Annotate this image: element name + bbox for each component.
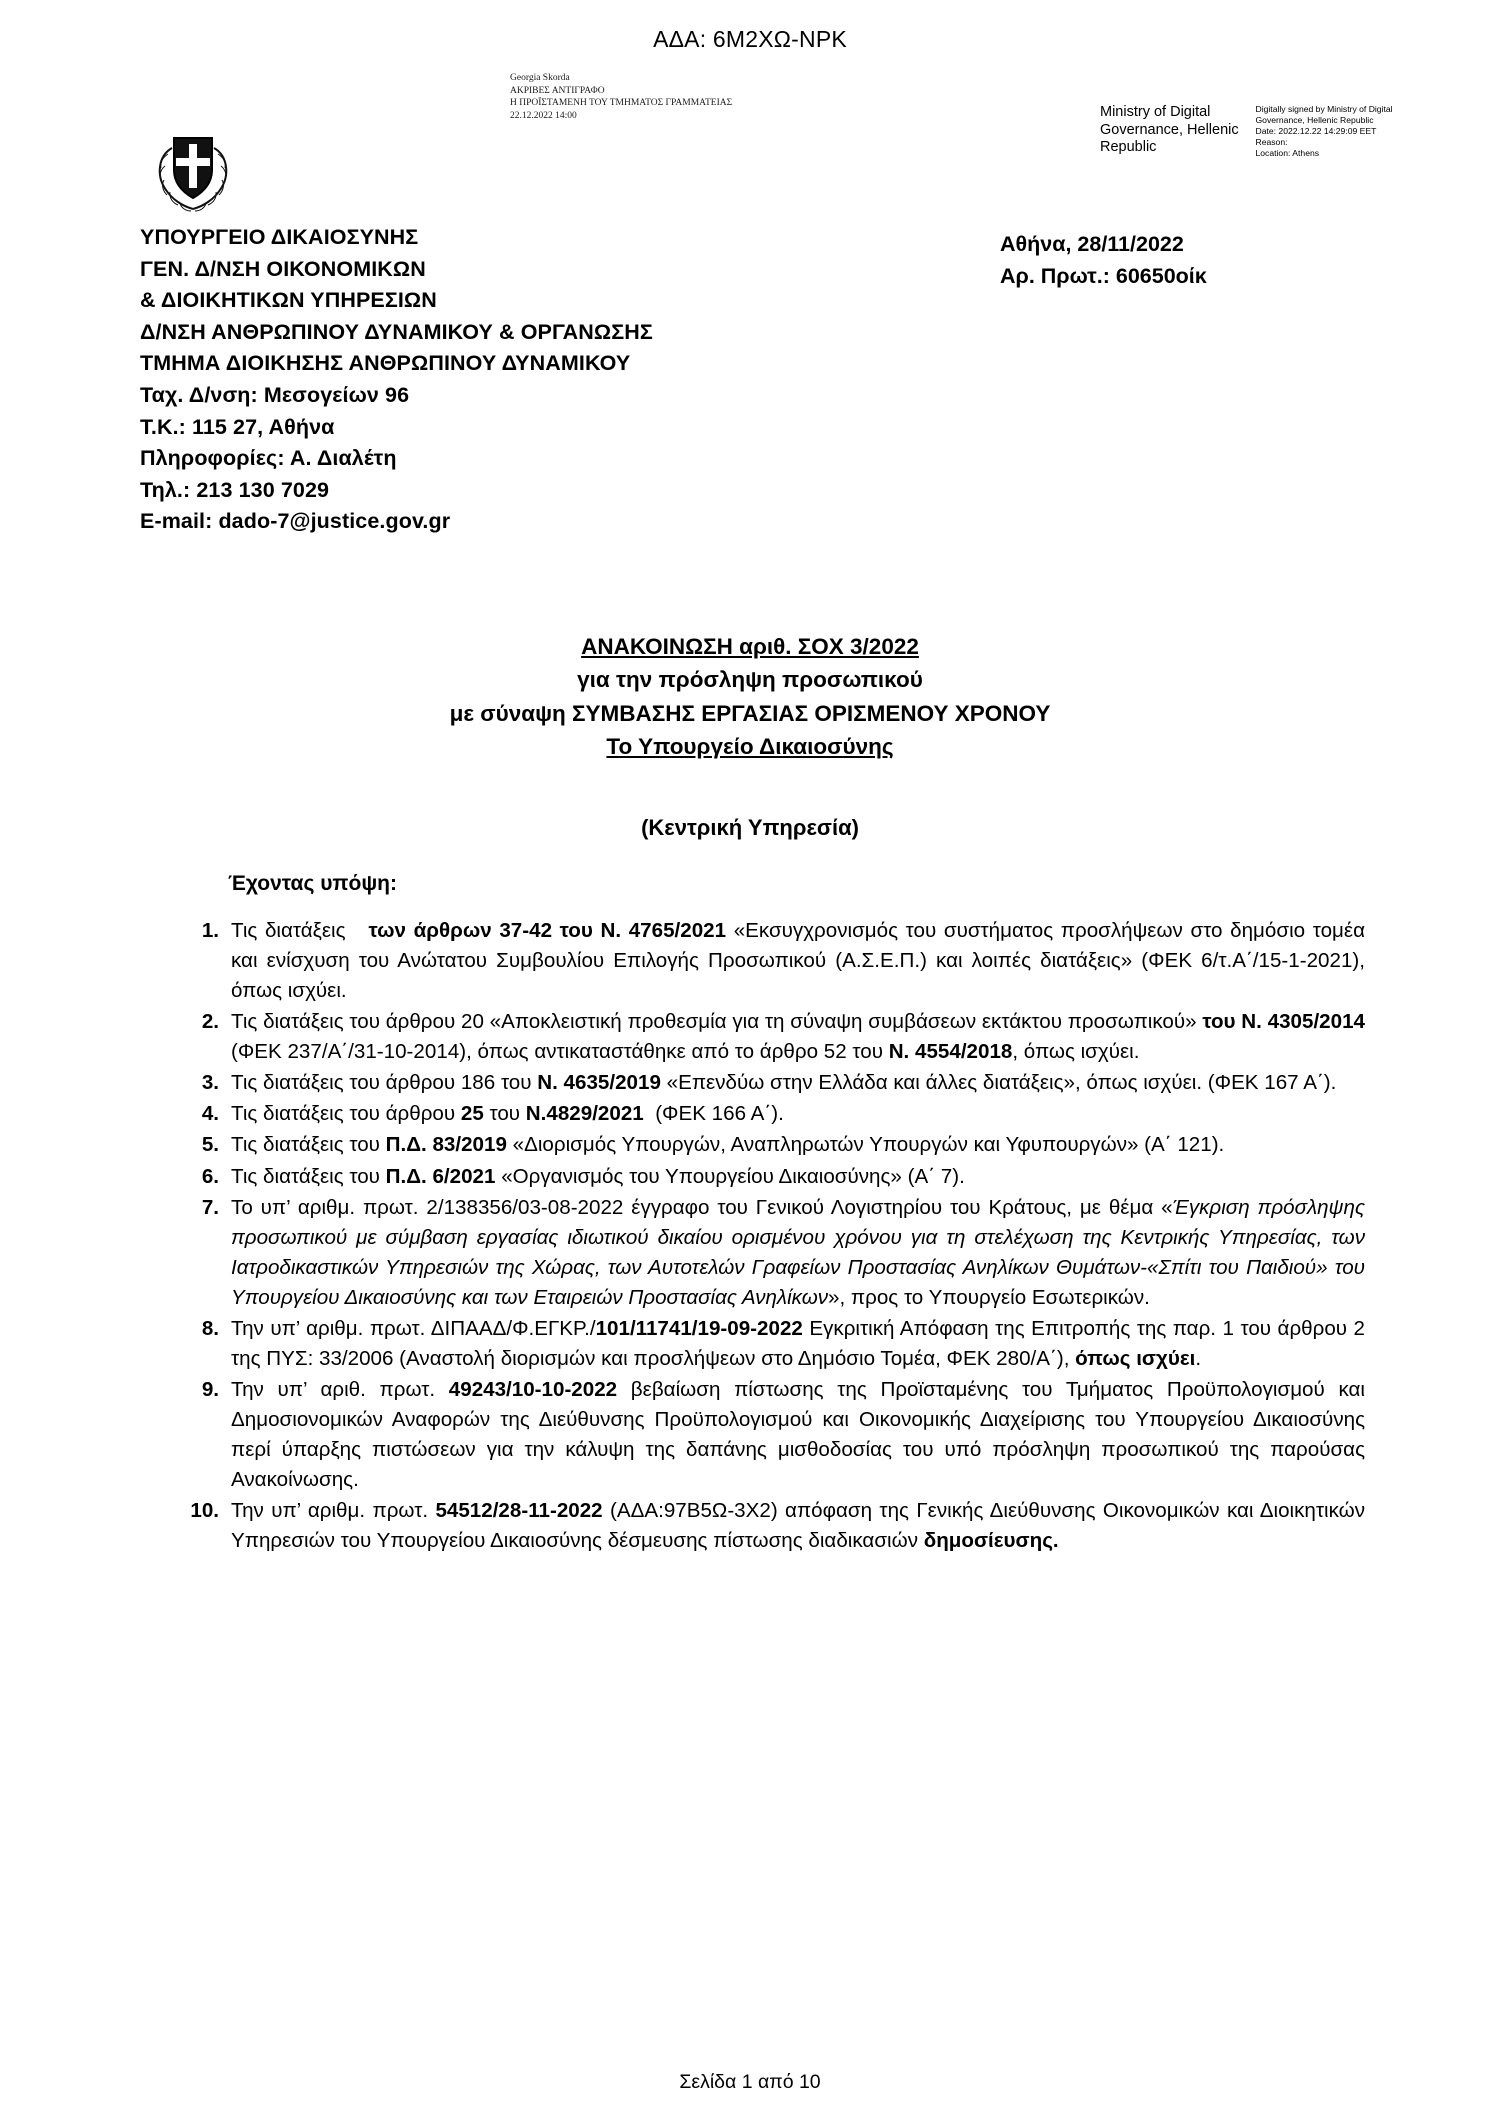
greek-coat-of-arms-icon — [150, 118, 236, 214]
org-address: Ταχ. Δ/νση: Μεσογείων 96 — [140, 382, 410, 407]
protocol-number: Αρ. Πρωτ.: 60650οίκ — [1000, 264, 1207, 289]
certification-line-2: Η ΠΡΟΪΣΤΑΜΕΝΗ ΤΟΥ ΤΜΗΜΑΤΟΣ ΓΡΑΜΜΑΤΕΙΑΣ — [510, 98, 733, 109]
list-item — [185, 1007, 1365, 1067]
list-item-text: Τις διατάξεις του άρθρου 20 «Αποκλειστική προθεσμία για τη σύναψη συμβάσεων εκτάκτου προσωπικού» του Ν. 4305/2014 (ΦΕΚ 237/Α΄/31-10-2014), όπως αντικαταστάθηκε από το άρθρο 52 του Ν. 4554/2018, όπως ισχύει. — [231, 1010, 1365, 1064]
title-line-2: για την πρόσληψη προσωπικού — [577, 667, 923, 693]
list-item-text: Τις διατάξεις του άρθρου 25 του Ν.4829/2021 (ΦΕΚ 166 Α΄). — [231, 1102, 784, 1126]
certification-timestamp: 22.12.2022 14:00 — [510, 110, 577, 121]
list-item — [185, 1068, 1365, 1098]
document-subtitle: (Κεντρική Υπηρεσία) — [641, 815, 859, 840]
list-item-text: Το υπ’ αριθμ. πρωτ. 2/138356/03-08-2022 έγγραφο του Γενικού Λογιστηρίου του Κράτους, με θέμα «Έγκριση πρόσληψης προσωπικού με σύμβαση εργασίας ιδιωτικού δικαίου ορισμένου χρόνου για τη στελέχωση της Κεντρικής Υπηρεσίας, των Ιατροδικαστικών Υπηρεσιών της Χώρας, των Αυτοτελών Γραφείων Προστασίας Ανηλίκων Θυμάτων-«Σπίτι του Παιδιού» του Υπουργείου Δικαιοσύνης και των Εταιρειών Προστασίας Ανηλίκων», προς το Υπουργείο Εσωτερικών. — [231, 1195, 1365, 1309]
organization-header — [140, 222, 900, 538]
certification-line-1: ΑΚΡΙΒΕΣ ΑΝΤΙΓΡΑΦΟ — [510, 85, 605, 96]
list-item — [185, 916, 1365, 1006]
page-footer: Σελίδα 1 από 10 — [679, 2071, 821, 2093]
list-item — [185, 1314, 1365, 1374]
org-line-2: ΓΕΝ. Δ/ΝΣΗ ΟΙΚΟΝΟΜΙΚΩΝ — [140, 256, 426, 281]
preamble-label: Έχοντας υπόψη: — [228, 872, 397, 895]
list-item — [185, 1193, 1365, 1313]
list-item-number: 5. — [201, 1133, 219, 1157]
list-item — [185, 1099, 1365, 1129]
list-item-number: 4. — [201, 1102, 219, 1126]
list-item-text: Τις διατάξεις του άρθρου 186 του Ν. 4635/2019 «Επενδύω στην Ελλάδα και άλλες διατάξεις», όπως ισχύει. (ΦΕΚ 167 Α΄). — [231, 1071, 1337, 1095]
org-line-1: ΥΠΟΥΡΓΕΙΟ ΔΙΚΑΙΟΣΥΝΗΣ — [140, 225, 419, 249]
digital-signature-details: Digitally signed by Ministry of Digital Governance, Hellenic Republic Date: 2022.12.22 14:29:09 EET Reason: Location: Athens — [1255, 104, 1393, 158]
digital-signature-block — [1100, 104, 1400, 159]
list-item-text: Τις διατάξεις των άρθρων 37-42 του Ν. 4765/2021 «Εκσυγχρονισμός του συστήματος προσλήψεων στο δημόσιο τομέα και ενίσχυση του Ανώτατου Συμβουλίου Επιλογής Προσωπικού (Α.Σ.Ε.Π.) και λοιπές διατάξεις» (ΦΕΚ 6/τ.Α΄/15-1-2021), όπως ισχύει. — [231, 919, 1365, 1003]
city-date: Αθήνα, 28/11/2022 — [1000, 232, 1184, 256]
list-item — [185, 1162, 1365, 1192]
title-line-3: με σύναψη ΣΥΜΒΑΣΗΣ ΕΡΓΑΣΙΑΣ ΟΡΙΣΜΕΝΟΥ ΧΡΟΝΟΥ — [449, 700, 1051, 726]
title-line-1: ΑΝΑΚΟΙΝΩΣΗ αριθ. ΣΟΧ 3/2022 — [581, 634, 919, 659]
org-contact-person: Πληροφορίες: Α. Διαλέτη — [140, 446, 397, 471]
list-item-number: 8. — [201, 1316, 219, 1340]
list-item — [185, 1375, 1365, 1495]
list-item — [185, 1130, 1365, 1160]
list-item-text: Την υπ’ αριθ. πρωτ. 49243/10-10-2022 βεβαίωση πίστωσης της Προϊσταμένης του Τμήματος Προϋπολογισμού και Δημοσιονομικών Αναφορών της Διεύθυνσης Προϋπολογισμού και Οικονομικής Διαχείρισης του Υπουργείου Δικαιοσύνης περί ύπαρξης πιστώσεων για την κάλυψη της δαπάνης μισθοδοσίας του υπό πρόσληψη προσωπικού της παρούσας Ανακοίνωσης. — [231, 1377, 1365, 1492]
ada-code: ΑΔΑ: 6Μ2ΧΩ-ΝΡΚ — [653, 26, 847, 52]
place-date-header — [1000, 228, 1460, 293]
list-item-number: 6. — [201, 1164, 219, 1188]
list-item-text: Τις διατάξεις του Π.Δ. 83/2019 «Διορισμός Υπουργών, Αναπληρωτών Υπουργών και Υφυπουργών» (Α΄ 121). — [231, 1133, 1225, 1157]
org-line-5: ΤΜΗΜΑ ΔΙΟΙΚΗΣΗΣ ΑΝΘΡΩΠΙΝΟΥ ΔΥΝΑΜΙΚΟΥ — [140, 351, 631, 376]
list-item — [185, 1496, 1365, 1556]
list-item-text: Τις διατάξεις του Π.Δ. 6/2021 «Οργανισμός του Υπουργείου Δικαιοσύνης» (Α΄ 7). — [231, 1164, 965, 1188]
org-email: E-mail: dado-7@justice.gov.gr — [140, 509, 451, 534]
org-line-4: Δ/ΝΣΗ ΑΝΘΡΩΠΙΝΟΥ ΔΥΝΑΜΙΚΟΥ & ΟΡΓΑΝΩΣΗΣ — [140, 319, 653, 344]
org-postcode: Τ.Κ.: 115 27, Αθήνα — [140, 414, 335, 439]
list-item-number: 1. — [201, 919, 219, 942]
title-line-4: Το Υπουργείο Δικαιοσύνης — [606, 733, 894, 759]
list-item-number: 10. — [190, 1499, 219, 1523]
document-title — [0, 630, 1500, 763]
org-phone: Τηλ.: 213 130 7029 — [140, 477, 330, 502]
list-item-number: 3. — [201, 1071, 219, 1095]
certifier-name: Georgia Skorda — [510, 73, 570, 83]
legal-basis-list — [185, 916, 1365, 1557]
list-item-text: Την υπ’ αριθμ. πρωτ. ΔΙΠΑΑΔ/Φ.ΕΓΚΡ./101/11741/19-09-2022 Εγκριτική Απόφαση της Επιτροπής της παρ. 1 του άρθρου 2 της ΠΥΣ: 33/2006 (Αναστολή διορισμών και προσλήψεων στο Δημόσιο Τομέα, ΦΕΚ 280/Α΄), όπως ισχύει. — [231, 1316, 1365, 1370]
list-item-number: 7. — [201, 1195, 219, 1219]
list-item-text: Την υπ’ αριθμ. πρωτ. 54512/28-11-2022 (ΑΔΑ:97Β5Ω-3Χ2) απόφαση της Γενικής Διεύθυνσης Οικονομικών και Διοικητικών Υπηρεσιών του Υπουργείου Δικαιοσύνης δέσμευσης πίστωσης διαδικασιών δημοσίευσης. — [231, 1499, 1365, 1553]
list-item-number: 9. — [201, 1377, 219, 1401]
list-item-number: 2. — [201, 1010, 219, 1034]
certification-stamp — [510, 72, 840, 123]
digital-signature-authority: Ministry of Digital Governance, Hellenic Republic — [1100, 104, 1239, 156]
org-line-3: & ΔΙΟΙΚΗΤΙΚΩΝ ΥΠΗΡΕΣΙΩΝ — [140, 288, 437, 313]
